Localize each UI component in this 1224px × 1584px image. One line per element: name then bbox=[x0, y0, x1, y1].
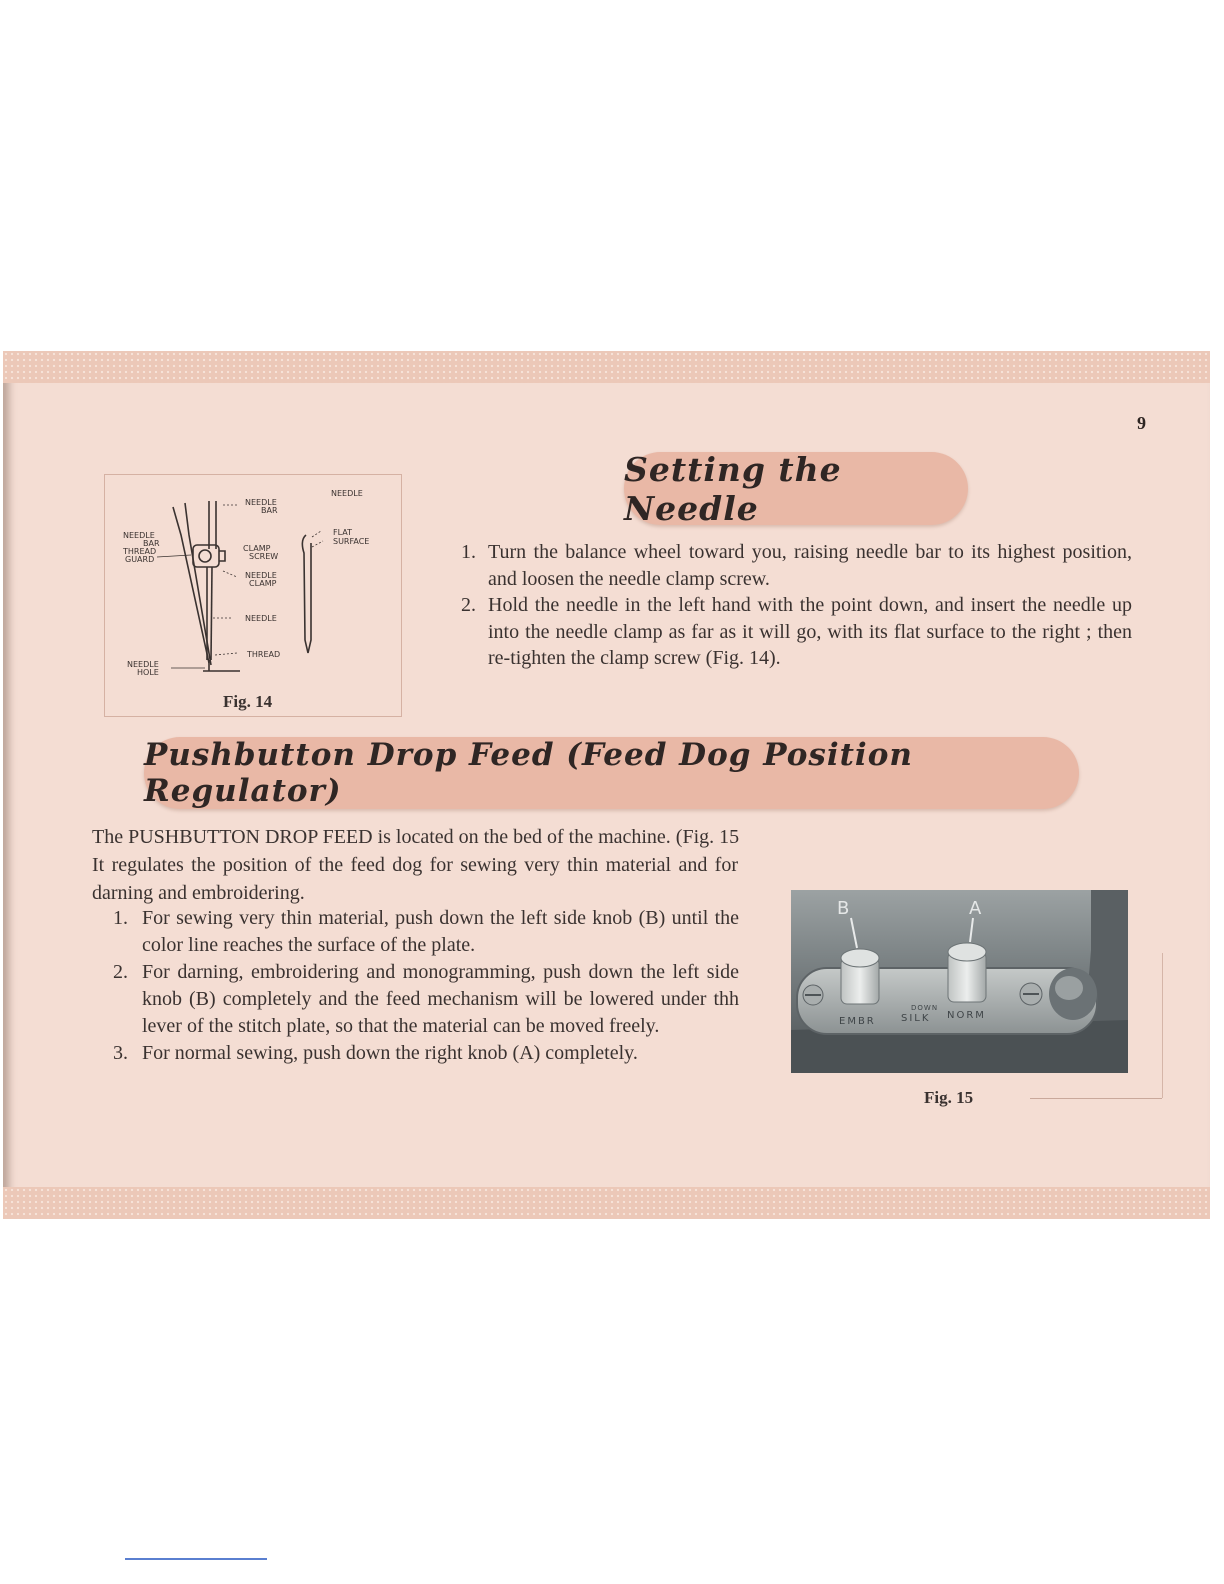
embr-label: EMBR bbox=[839, 1016, 876, 1027]
drop-feed-photo-drawing bbox=[791, 890, 1128, 1073]
list-item bbox=[113, 959, 739, 1040]
step-text: For darning, embroidering and monogramming, push down the left side knob (B) completely and the feed mechanism will be lowered under thh lever of the stitch plate, so that the material can be moved freely. bbox=[142, 961, 739, 1037]
step-number: 3. bbox=[113, 1042, 128, 1064]
decorative-top-band bbox=[3, 351, 1210, 383]
norm-label: NORM bbox=[947, 1010, 986, 1021]
step-text: Hold the needle in the left hand with the point down, and insert the needle up into the needle clamp as far as it will go, with its flat surface to the right ; then re-tighten the clamp screw (Fig. 14). bbox=[488, 594, 1132, 669]
step-text: Turn the balance wheel toward you, raising needle bar to its highest position, and loosen the needle clamp screw. bbox=[488, 541, 1132, 590]
drop-feed-intro-line1: The PUSHBUTTON DROP FEED is located on the bed of the machine. (Fig. 15 bbox=[92, 826, 740, 848]
label-needle-bar-1: NEEDLE bbox=[245, 498, 277, 507]
knob-b-label: B bbox=[837, 898, 850, 919]
figure-15-photo bbox=[791, 890, 1128, 1073]
drop-feed-title: Pushbutton Drop Feed (Feed Dog Position Regulator) bbox=[144, 737, 913, 809]
label-thread: THREAD bbox=[247, 650, 281, 659]
step-text: For sewing very thin material, push down the left side knob (B) until the color line reaches the surface of the plate. bbox=[142, 907, 739, 956]
figure-14-needle-diagram bbox=[104, 474, 402, 717]
label-flat-surface-2: SURFACE bbox=[333, 537, 370, 546]
manual-page bbox=[3, 351, 1210, 1219]
step-text: For normal sewing, push down the right knob (A) completely. bbox=[142, 1042, 638, 1064]
label-clamp-screw-2: SCREW bbox=[249, 552, 279, 561]
figure-14-caption: Fig. 14 bbox=[223, 692, 273, 711]
figure-15-caption: Fig. 15 bbox=[924, 1088, 974, 1107]
decorative-bottom-band bbox=[3, 1187, 1210, 1219]
label-thread-guard-1: THREAD bbox=[123, 547, 157, 556]
drop-feed-intro-rest: It regulates the position of the feed dog for sewing very thin material and for darning and embroidering. bbox=[92, 854, 738, 904]
label-thread-guard-2: GUARD bbox=[125, 555, 155, 564]
drop-feed-steps bbox=[113, 905, 739, 1067]
drop-feed-intro bbox=[92, 823, 739, 907]
step-number: 1. bbox=[113, 907, 128, 929]
label-left-needle-bar-2: BAR bbox=[143, 539, 160, 548]
footer-rule bbox=[125, 1558, 267, 1560]
silk-label: SILK bbox=[901, 1013, 931, 1024]
down-label: DOWN bbox=[911, 1004, 939, 1012]
label-needle-hole-2: HOLE bbox=[137, 668, 159, 677]
step-number: 2. bbox=[461, 594, 476, 616]
label-clamp-screw-1: CLAMP bbox=[243, 544, 271, 553]
step-number: 1. bbox=[461, 541, 476, 563]
list-item bbox=[461, 539, 1132, 592]
knob-a-label: A bbox=[969, 898, 982, 919]
label-flat-surface-1: FLAT bbox=[333, 528, 352, 537]
figure-15-caption-rule bbox=[1030, 1098, 1162, 1099]
needle-diagram-drawing bbox=[105, 475, 401, 716]
label-needle-clamp-2: CLAMP bbox=[249, 579, 277, 588]
list-item bbox=[113, 905, 739, 959]
step-number: 2. bbox=[113, 961, 128, 983]
setting-needle-title: Setting the Needle bbox=[624, 449, 842, 528]
label-needle-mid: NEEDLE bbox=[245, 614, 277, 623]
setting-needle-title-banner bbox=[624, 449, 968, 528]
setting-needle-steps bbox=[461, 539, 1132, 672]
drop-feed-title-banner bbox=[144, 737, 1079, 809]
list-item bbox=[113, 1040, 739, 1067]
label-needle-clamp-1: NEEDLE bbox=[245, 571, 277, 580]
label-needle-top: NEEDLE bbox=[331, 489, 363, 498]
label-needle-bar-2: BAR bbox=[261, 506, 278, 515]
label-left-needle-bar-1: NEEDLE bbox=[123, 531, 155, 540]
figure-15-frame-line bbox=[1162, 953, 1163, 1098]
list-item bbox=[461, 592, 1132, 672]
label-needle-hole-1: NEEDLE bbox=[127, 660, 159, 669]
page-number: 9 bbox=[1137, 413, 1146, 433]
